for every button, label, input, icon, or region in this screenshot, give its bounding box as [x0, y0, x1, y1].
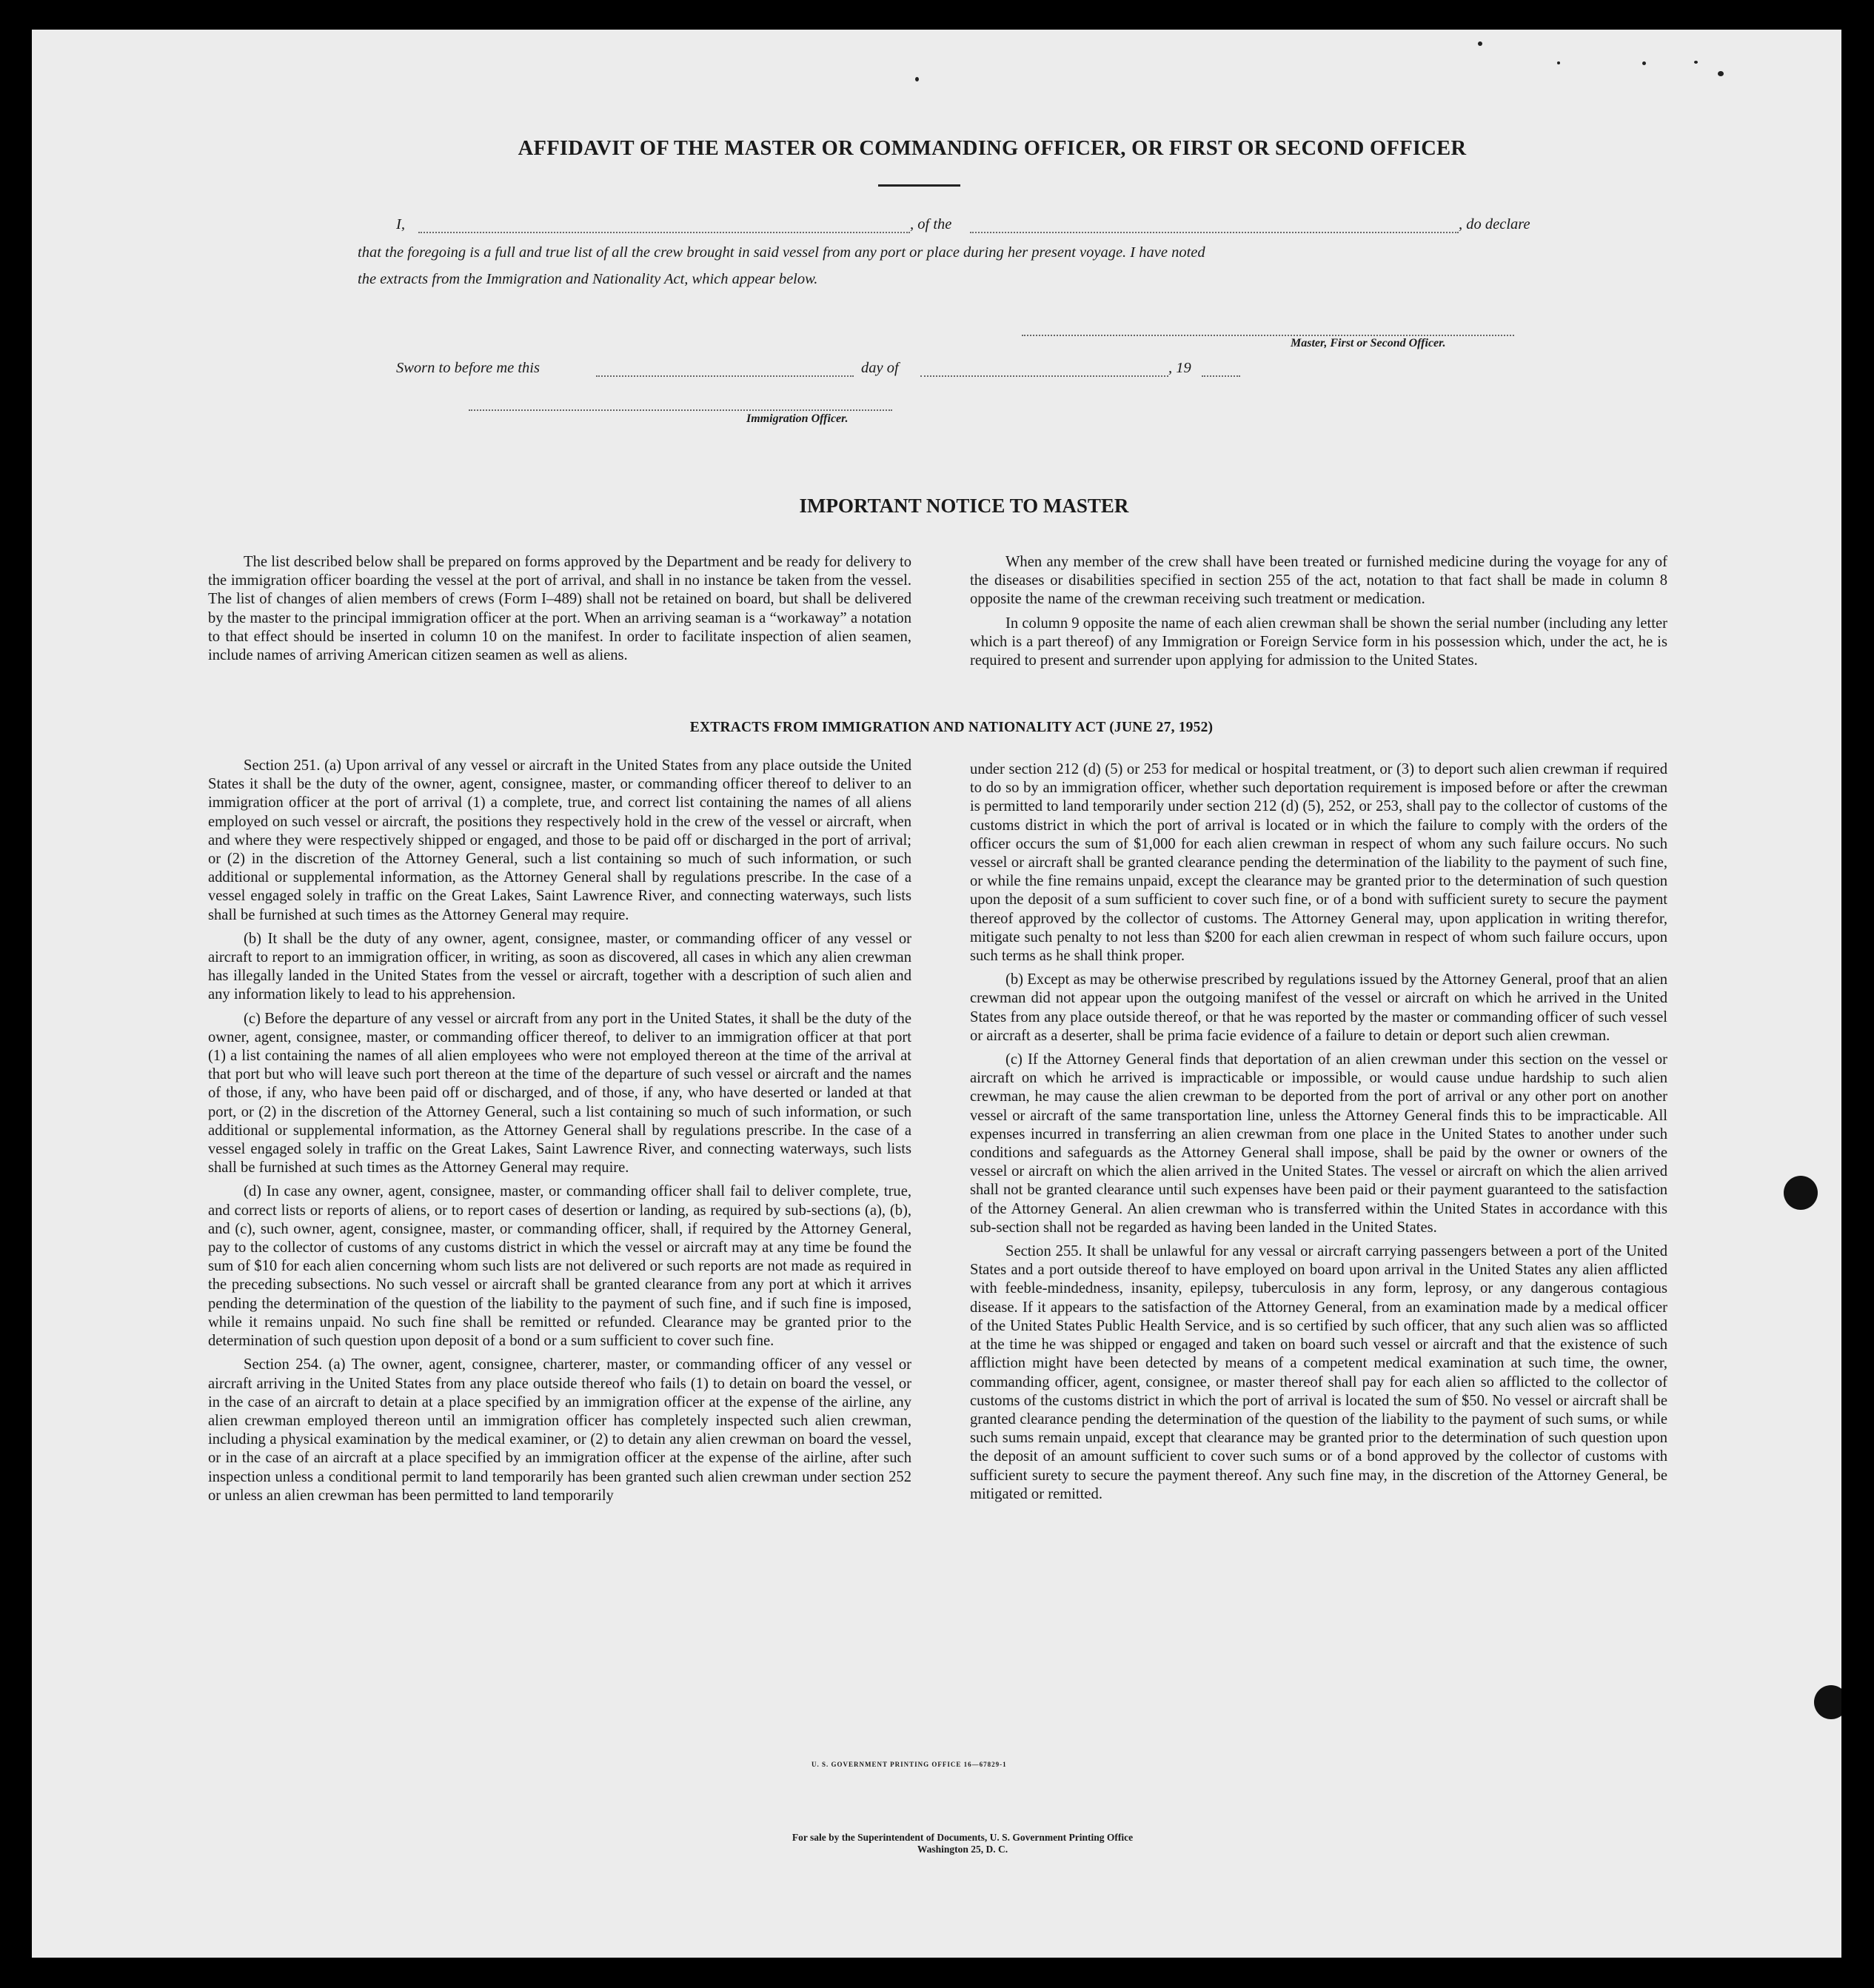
day-of-label: day of — [861, 360, 899, 376]
year-label: , 19 — [1168, 360, 1191, 376]
notice-paragraph: When any member of the crew shall have been treated or furnished medicine during the voyage for any of the diseases or disabilities specified in section 255 of the act, notation to that fact shall be made in column 8 opposite the name of the crewman receiving such treatment or medication. — [970, 554, 1667, 608]
name-field[interactable] — [418, 232, 910, 233]
section-255: Section 255. It shall be unlawful for any vessal or aircraft carrying passengers between a port of the United States and a port outside thereof to have employed on board upon arrival in the United States any alien afflicted with feeble-mindedness, insanity, epilepsy, tuberculosis in any form, leprosy, or any dangerous contagious disease. If it appears to the satisfaction of the Attorney General, from an examination made by a medical officer of the United States Public Health Service, and is so certified by such officer, that any such alien was so afflicted at the time he was shipped or engaged and taken on board such vessel or aircraft and that the existence of such affliction might have been detected by means of a competent medical examination at such time, the owner, commanding officer, agent, consignee, or master thereof shall pay for each alien so afflicted to the collector of customs of the customs district in which the port of arrival is located the sum of $50. No vessel or aircraft shall be granted clearance pending the determination of the question of the liability to the payment of such sums, or while such sums remain unpaid, except that clearance may be granted prior to the determination of such question upon the deposit of an amount sufficient to cover such sums or of a bond approved by the collector of customs with sufficient surety to secure the payment thereof. Any such fine may, in the discretion of the Attorney General, be mitigated or remitted. — [970, 1243, 1667, 1502]
section-254a: Section 254. (a) The owner, agent, consignee, charterer, master, or commanding officer of any vessel or aircraft arriving in the United States from any place outside thereof who fails (1) to detain on board the vessel, or in the case of an aircraft to detain at a place specified by an immigration officer at the expense of the airline, any alien crewman employed thereon until an immigration officer has completely inspected such alien crewman, including a physical examination by the medical examiner, or (2) to detain any alien crewman on board the vessel, or in the case of an aircraft at a place specified by an immigration officer at the expense of the airline, after such inspection unless a conditional permit to land temporarily has been granted such alien crewman under section 252 or unless an alien crewman has been permitted to land temporarily — [208, 1356, 911, 1504]
section-251b: (b) It shall be the duty of any owner, agent, consignee, master, or commanding officer of any vessel or aircraft to report to an immigration officer, in writing, as soon as discovered, all cases in which any alien crewman has illegally landed in the United States from the vessel or aircraft, together with a description of such alien and any information likely to lead to his apprehension. — [208, 930, 911, 1003]
extracts-title: EXTRACTS FROM IMMIGRATION AND NATIONALITY ACT (JUNE 27, 1952) — [689, 720, 1214, 735]
sworn-label: Sworn to before me this — [396, 360, 540, 376]
sworn-month-field[interactable] — [920, 375, 1168, 377]
sworn-day-field[interactable] — [596, 375, 854, 377]
of-the-label: , of the — [910, 216, 952, 232]
scan-speck — [915, 77, 919, 81]
notice-paragraph: The list described below shall be prepared on forms approved by the Department and be ready for delivery to the immigration officer boarding the vessel at the port of arrival, and shall in no instance be taken from the vessel. The list of changes of alien members of crews (Form I–489) shall not be retained on board, but shall be delivered by the master to the principal immigration officer at the port. When an arriving seaman is a “workaway” a notation to that effect should be inserted in column 10 on the manifest. In order to facilitate inspection of alien seamen, include names of arriving American citizen seamen as well as aliens. — [208, 554, 911, 664]
punch-hole — [1814, 1685, 1841, 1719]
declaration-line-2: that the foregoing is a full and true list of all the crew brought in said vessel from any port or place during her present voyage. I have noted — [358, 244, 1205, 261]
scan-speck — [1557, 61, 1560, 64]
extracts-left-column — [208, 757, 911, 1510]
immigration-officer-label: Immigration Officer. — [746, 412, 849, 425]
scan-speck — [1642, 61, 1646, 65]
section-254b: (b) Except as may be otherwise prescribed by regulations issued by the Attorney General, proof that an alien crewman did not appear upon the outgoing manifest of the vessel or aircraft on which he arrived in the United States from any place outside thereof, or that he was reported by the master or commanding officer of such vessel or aircraft as a deserter, shall be prima facie evidence of a failure to detain or deport such alien crewman. — [970, 971, 1667, 1044]
printer-mark: U. S. GOVERNMENT PRINTING OFFICE 16—67829-1 — [811, 1761, 1007, 1768]
scan-speck — [1694, 61, 1698, 64]
section-251a: Section 251. (a) Upon arrival of any vessel or aircraft in the United States from any place outside the United States it shall be the duty of the owner, agent, consignee, master, or commanding officer thereof to deliver to an immigration officer at the port of arrival (1) a complete, true, and correct list containing the names of all aliens employed on such vessel or aircraft, the positions they respectively hold in the crew of the vessel or aircraft, when and where they were respectively shipped or engaged, and those to be paid off or discharged in the port of arrival; or (2) in the discretion of the Attorney General, such a list containing so much of such information, or such additional or supplemental information, as the Attorney General shall by regulations prescribe. In the case of a vessel engaged solely in traffic on the Great Lakes, Saint Lawrence River, and connecting waterways, such lists shall be furnished at such times as the Attorney General may require. — [208, 757, 911, 923]
master-signature-label: Master, First or Second Officer. — [1291, 337, 1446, 349]
footer-line-1: For sale by the Superintendent of Documents, U. S. Government Printing Office — [792, 1832, 1134, 1843]
notice-title: IMPORTANT NOTICE TO MASTER — [799, 495, 1129, 517]
section-251d: (d) In case any owner, agent, consignee, master, or commanding officer shall fail to deliver complete, true, and correct lists or reports of aliens, or to report cases of desertion or landing, as required by sub-sections (a), (b), and (c), such owner, agent, consignee, master, or commanding officer, shall, if required by the Attorney General, pay to the collector of customs of any customs district in which the vessel or aircraft may at any time be found the sum of $10 for each alien concerning whom such lists are not delivered or such reports are not made as required in the preceding subsections. No such vessel or aircraft shall be granted clearance from any port at which it arrives pending the determination of the question of the liability to the payment of such fine, and if such fine is imposed, while it remains unpaid. No such fine shall be remitted or refunded. Clearance may be granted prior to the determination of such question upon deposit of a bond or a sum sufficient to cover such fine. — [208, 1183, 911, 1350]
form-page — [32, 30, 1841, 1958]
notice-left-column — [208, 553, 911, 670]
do-declare-label: , do declare — [1459, 216, 1530, 232]
section-254a-continued: under section 212 (d) (5) or 253 for medical or hospital treatment, or (3) to deport such alien crewman if required to do so by an immigration officer, whether such deportation requirement is imposed before or after the crewman is permitted to land temporarily under section 212 (d) (5), 252, or 253, shall pay to the collector of customs of the customs district in which the port of arrival is located or in which the failure to comply with the orders of the officer occurs the sum of $1,000 for each alien crewman in respect of whom any such failure occurs. No such vessel or aircraft shall be granted clearance pending the determination of the liability to the payment of such fine, or while the fine remains unpaid, except the clearance may be granted prior to the determination of such question upon the deposit of a sum sufficient to cover such fine, or of a bond with sufficient surety to secure the payment thereof approved by the collector of customs. The Attorney General may, upon application in writing therefor, mitigate such penalty to not less than $200 for each alien crewman in respect of whom such failure occurs, upon such terms as he shall think proper. — [970, 761, 1667, 965]
notice-right-column — [970, 553, 1667, 675]
declaration-line-3: the extracts from the Immigration and Nationality Act, which appear below. — [358, 271, 818, 287]
notice-paragraph: In column 9 opposite the name of each alien crewman shall be shown the serial number (including any letter which is a part thereof) of any Immigration or Foreign Service form in his possession which, under the act, he is required to present and surrender upon applying for admission to the United States. — [970, 615, 1667, 669]
footer — [32, 1832, 1841, 1855]
scan-speck — [1478, 41, 1482, 46]
punch-hole — [1784, 1176, 1818, 1210]
title-underline — [878, 184, 960, 187]
immigration-officer-signature-field[interactable] — [469, 409, 892, 411]
sworn-year-field[interactable] — [1202, 375, 1240, 377]
scan-speck — [1718, 71, 1724, 76]
vessel-field[interactable] — [970, 232, 1459, 233]
affidavit-title: AFFIDAVIT OF THE MASTER OR COMMANDING OFFICER, OR FIRST OR SECOND OFFICER — [518, 137, 1467, 160]
extracts-right-column — [970, 760, 1667, 1509]
footer-line-2: Washington 25, D. C. — [917, 1844, 1008, 1855]
i-label: I, — [396, 216, 405, 232]
section-251c: (c) Before the departure of any vessel or aircraft from any port in the United States, it shall be the duty of the owner, agent, consignee, master, or commanding officer thereof, to deliver to an immigration officer at that port (1) a list containing the names of all alien employees who were not employed thereon at the time of the arrival at that port but who will leave such port thereon at the time of the departure of such vessel or aircraft and the names of those, if any, who have been paid off or discharged, and of those, if any, who have deserted or landed at that port, or (2) in the discretion of the Attorney General, such a list containing so much of such information, or such additional or supplemental information, as the Attorney General shall by regulations prescribe. In the case of a vessel engaged solely in traffic on the Great Lakes, Saint Lawrence River, and connecting waterways, such lists shall be furnished at such times as the Attorney General may require. — [208, 1010, 911, 1177]
section-254c: (c) If the Attorney General finds that deportation of an alien crewman under this section on the vessel or aircraft on which he arrived is impracticable or impossible, or would cause undue hardship to such alien crewman, he may cause the alien crewman to be deported from the port of arrival or any other port on another vessel or aircraft of the same transportation line, unless the Attorney General finds this to be impracticable. All expenses incurred in transferring an alien crewman from one place in the United States to another under such conditions and safeguards as the Attorney General shall impose, shall be paid by the owner or owners of the vessel or aircraft on which the alien arrived in the United States. The vessel or aircraft on which the alien arrived shall not be granted clearance until such expenses have been paid or their payment guaranteed to the satisfaction of the Attorney General. An alien crewman who is transferred within the United States in accordance with this sub-section shall not be regarded as having been landed in the United States. — [970, 1051, 1667, 1236]
master-signature-field[interactable] — [1022, 335, 1514, 336]
